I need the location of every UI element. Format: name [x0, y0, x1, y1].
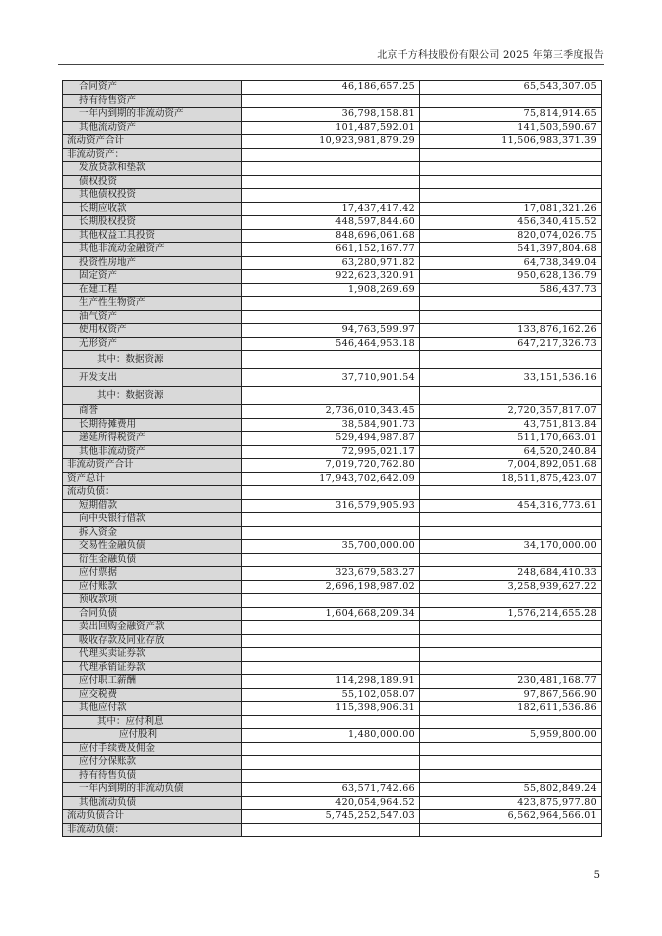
current-period-value — [242, 175, 420, 189]
current-period-value: 316,579,905.93 — [242, 499, 420, 513]
prior-period-value — [420, 94, 602, 108]
table-row — [63, 369, 602, 387]
current-period-value: 420,054,964.52 — [242, 796, 420, 810]
prior-period-value — [420, 310, 602, 324]
row-label: 非流动资产： — [63, 148, 242, 162]
table-row — [63, 202, 602, 216]
table-row — [63, 189, 602, 203]
row-label: 应付手续费及佣金 — [63, 742, 242, 756]
prior-period-value: 1,576,214,655.28 — [420, 607, 602, 621]
prior-period-value: 11,506,983,371.39 — [420, 135, 602, 149]
row-label: 其他流动负债 — [63, 796, 242, 810]
table-row — [63, 715, 602, 729]
row-label: 发放贷款和垫款 — [63, 162, 242, 176]
table-row — [63, 796, 602, 810]
table-row — [63, 175, 602, 189]
header-divider — [58, 64, 604, 65]
table-row — [63, 108, 602, 122]
prior-period-value — [420, 756, 602, 770]
prior-period-value: 75,814,914.65 — [420, 108, 602, 122]
row-label: 持有待售负债 — [63, 769, 242, 783]
current-period-value — [242, 310, 420, 324]
current-period-value — [242, 513, 420, 527]
table-row — [63, 540, 602, 554]
row-label: 使用权资产 — [63, 324, 242, 338]
table-row — [63, 742, 602, 756]
row-label: 应付分保账款 — [63, 756, 242, 770]
row-label: 流动负债： — [63, 486, 242, 500]
row-label: 合同负债 — [63, 607, 242, 621]
prior-period-value: 647,217,326.73 — [420, 337, 602, 351]
row-label: 长期股权投资 — [63, 216, 242, 230]
current-period-value — [242, 634, 420, 648]
prior-period-value: 456,340,415.52 — [420, 216, 602, 230]
current-period-value: 323,679,583.27 — [242, 567, 420, 581]
row-label: 其他应付款 — [63, 702, 242, 716]
table-row — [63, 756, 602, 770]
table-row — [63, 405, 602, 419]
prior-period-value: 34,170,000.00 — [420, 540, 602, 554]
table-row — [63, 283, 602, 297]
prior-period-value: 230,481,168.77 — [420, 675, 602, 689]
current-period-value: 10,923,981,879.29 — [242, 135, 420, 149]
row-label: 其他权益工具投资 — [63, 229, 242, 243]
row-label: 油气资产 — [63, 310, 242, 324]
current-period-value: 1,480,000.00 — [242, 729, 420, 743]
row-label: 应付票据 — [63, 567, 242, 581]
current-period-value — [242, 189, 420, 203]
table-row — [63, 661, 602, 675]
row-label: 预收款项 — [63, 594, 242, 608]
prior-period-value — [420, 715, 602, 729]
prior-period-value — [420, 823, 602, 837]
current-period-value: 101,487,592.01 — [242, 121, 420, 135]
prior-period-value: 7,004,892,051.68 — [420, 459, 602, 473]
prior-period-value: 950,628,136.79 — [420, 270, 602, 284]
prior-period-value — [420, 621, 602, 635]
table-row — [63, 675, 602, 689]
prior-period-value — [420, 486, 602, 500]
prior-period-value — [420, 661, 602, 675]
prior-period-value: 97,867,566.90 — [420, 688, 602, 702]
prior-period-value — [420, 553, 602, 567]
table-row — [63, 162, 602, 176]
current-period-value: 36,798,158.81 — [242, 108, 420, 122]
current-period-value — [242, 553, 420, 567]
row-label: 其他债权投资 — [63, 189, 242, 203]
current-period-value: 17,437,417.42 — [242, 202, 420, 216]
table-row — [63, 499, 602, 513]
prior-period-value: 64,520,240.84 — [420, 445, 602, 459]
current-period-value: 46,186,657.25 — [242, 81, 420, 95]
current-period-value: 922,623,320.91 — [242, 270, 420, 284]
row-label: 交易性金融负债 — [63, 540, 242, 554]
prior-period-value — [420, 162, 602, 176]
prior-period-value — [420, 387, 602, 405]
prior-period-value — [420, 594, 602, 608]
row-label: 其中：应付利息 — [63, 715, 242, 729]
table-row — [63, 607, 602, 621]
row-label: 长期应收款 — [63, 202, 242, 216]
balance-sheet-table — [62, 80, 602, 837]
prior-period-value — [420, 351, 602, 369]
row-label: 无形资产 — [63, 337, 242, 351]
table-row — [63, 769, 602, 783]
prior-period-value: 3,258,939,627.22 — [420, 580, 602, 594]
prior-period-value: 18,511,875,423.07 — [420, 472, 602, 486]
table-row — [63, 135, 602, 149]
table-row — [63, 229, 602, 243]
table-row — [63, 513, 602, 527]
table-row — [63, 526, 602, 540]
current-period-value: 63,571,742.66 — [242, 783, 420, 797]
table-row — [63, 486, 602, 500]
table-row — [63, 310, 602, 324]
current-period-value: 661,152,167.77 — [242, 243, 420, 257]
table-row — [63, 216, 602, 230]
current-period-value: 448,597,844.60 — [242, 216, 420, 230]
table-row — [63, 553, 602, 567]
current-period-value — [242, 526, 420, 540]
row-label: 其他非流动资产 — [63, 445, 242, 459]
prior-period-value — [420, 297, 602, 311]
prior-period-value: 541,397,804.68 — [420, 243, 602, 257]
prior-period-value: 586,437.73 — [420, 283, 602, 297]
table-row — [63, 297, 602, 311]
prior-period-value: 5,959,800.00 — [420, 729, 602, 743]
current-period-value — [242, 297, 420, 311]
current-period-value: 17,943,702,642.09 — [242, 472, 420, 486]
row-label: 应付账款 — [63, 580, 242, 594]
prior-period-value: 43,751,813.84 — [420, 418, 602, 432]
current-period-value: 2,736,010,343.45 — [242, 405, 420, 419]
current-period-value — [242, 661, 420, 675]
table-row — [63, 783, 602, 797]
table-row — [63, 580, 602, 594]
prior-period-value — [420, 526, 602, 540]
row-label: 投资性房地产 — [63, 256, 242, 270]
row-label: 商誉 — [63, 405, 242, 419]
page-number: 5 — [593, 870, 600, 881]
table-row — [63, 243, 602, 257]
row-label: 生产性生物资产 — [63, 297, 242, 311]
prior-period-value — [420, 148, 602, 162]
current-period-value — [242, 823, 420, 837]
table-row — [63, 148, 602, 162]
current-period-value: 7,019,720,762.80 — [242, 459, 420, 473]
current-period-value — [242, 486, 420, 500]
prior-period-value: 820,074,026.75 — [420, 229, 602, 243]
prior-period-value: 2,720,357,817.07 — [420, 405, 602, 419]
row-label: 拆入资金 — [63, 526, 242, 540]
row-label: 一年内到期的非流动负债 — [63, 783, 242, 797]
current-period-value — [242, 742, 420, 756]
table-row — [63, 324, 602, 338]
current-period-value — [242, 756, 420, 770]
table-row — [63, 823, 602, 837]
row-label: 向中央银行借款 — [63, 513, 242, 527]
row-label: 流动负债合计 — [63, 810, 242, 824]
table-row — [63, 432, 602, 446]
prior-period-value: 182,611,536.86 — [420, 702, 602, 716]
table-row — [63, 621, 602, 635]
row-label: 应付职工薪酬 — [63, 675, 242, 689]
prior-period-value: 423,875,977.80 — [420, 796, 602, 810]
row-label: 流动资产合计 — [63, 135, 242, 149]
table-row — [63, 702, 602, 716]
row-label: 开发支出 — [63, 369, 242, 387]
prior-period-value: 6,562,964,566.01 — [420, 810, 602, 824]
current-period-value: 546,464,953.18 — [242, 337, 420, 351]
current-period-value: 114,298,189.91 — [242, 675, 420, 689]
row-label: 递延所得税资产 — [63, 432, 242, 446]
current-period-value — [242, 621, 420, 635]
row-label: 一年内到期的非流动资产 — [63, 108, 242, 122]
table-row — [63, 472, 602, 486]
row-label: 在建工程 — [63, 283, 242, 297]
prior-period-value: 17,081,321.26 — [420, 202, 602, 216]
table-row — [63, 810, 602, 824]
row-label: 代理买卖证券款 — [63, 648, 242, 662]
prior-period-value — [420, 513, 602, 527]
report-header: 北京千方科技股份有限公司 2025 年第三季度报告 — [377, 50, 604, 61]
row-label: 其中：数据资源 — [63, 387, 242, 405]
row-label: 非流动资产合计 — [63, 459, 242, 473]
table-row — [63, 634, 602, 648]
table-row — [63, 256, 602, 270]
current-period-value — [242, 594, 420, 608]
row-label: 债权投资 — [63, 175, 242, 189]
row-label: 非流动负债： — [63, 823, 242, 837]
prior-period-value: 454,316,773.61 — [420, 499, 602, 513]
current-period-value: 37,710,901.54 — [242, 369, 420, 387]
current-period-value: 55,102,058.07 — [242, 688, 420, 702]
prior-period-value: 64,738,349.04 — [420, 256, 602, 270]
prior-period-value — [420, 175, 602, 189]
current-period-value — [242, 648, 420, 662]
current-period-value — [242, 162, 420, 176]
prior-period-value — [420, 189, 602, 203]
table-row — [63, 594, 602, 608]
row-label: 短期借款 — [63, 499, 242, 513]
current-period-value: 529,494,987.87 — [242, 432, 420, 446]
row-label: 应交税费 — [63, 688, 242, 702]
current-period-value — [242, 148, 420, 162]
current-period-value: 72,995,021.17 — [242, 445, 420, 459]
table-row — [63, 270, 602, 284]
table-row — [63, 387, 602, 405]
row-label: 衍生金融负债 — [63, 553, 242, 567]
row-label: 合同资产 — [63, 81, 242, 95]
row-label: 吸收存款及同业存放 — [63, 634, 242, 648]
prior-period-value: 33,151,536.16 — [420, 369, 602, 387]
table-row — [63, 351, 602, 369]
current-period-value: 115,398,906.31 — [242, 702, 420, 716]
current-period-value: 5,745,252,547.03 — [242, 810, 420, 824]
prior-period-value — [420, 634, 602, 648]
row-label: 其他非流动金融资产 — [63, 243, 242, 257]
prior-period-value — [420, 769, 602, 783]
row-label: 持有待售资产 — [63, 94, 242, 108]
prior-period-value: 55,802,849.24 — [420, 783, 602, 797]
current-period-value — [242, 387, 420, 405]
table-row — [63, 648, 602, 662]
table-row — [63, 459, 602, 473]
prior-period-value: 248,684,410.33 — [420, 567, 602, 581]
row-label: 固定资产 — [63, 270, 242, 284]
table-row — [63, 121, 602, 135]
current-period-value — [242, 351, 420, 369]
row-label: 卖出回购金融资产款 — [63, 621, 242, 635]
prior-period-value: 141,503,590.67 — [420, 121, 602, 135]
current-period-value: 1,604,668,209.34 — [242, 607, 420, 621]
table-row — [63, 94, 602, 108]
current-period-value: 63,280,971.82 — [242, 256, 420, 270]
row-label: 应付股利 — [63, 729, 242, 743]
current-period-value: 1,908,269.69 — [242, 283, 420, 297]
current-period-value — [242, 769, 420, 783]
current-period-value — [242, 715, 420, 729]
row-label: 资产总计 — [63, 472, 242, 486]
table-row — [63, 688, 602, 702]
table-row — [63, 445, 602, 459]
prior-period-value — [420, 742, 602, 756]
table-row — [63, 418, 602, 432]
current-period-value: 38,584,901.73 — [242, 418, 420, 432]
table-row — [63, 337, 602, 351]
table-row — [63, 729, 602, 743]
prior-period-value: 133,876,162.26 — [420, 324, 602, 338]
current-period-value — [242, 94, 420, 108]
row-label: 长期待摊费用 — [63, 418, 242, 432]
current-period-value: 848,696,061.68 — [242, 229, 420, 243]
prior-period-value: 511,170,663.01 — [420, 432, 602, 446]
balance-sheet-body — [63, 81, 602, 837]
table-row — [63, 567, 602, 581]
prior-period-value: 65,543,307.05 — [420, 81, 602, 95]
current-period-value: 35,700,000.00 — [242, 540, 420, 554]
row-label: 其中：数据资源 — [63, 351, 242, 369]
current-period-value: 94,763,599.97 — [242, 324, 420, 338]
prior-period-value — [420, 648, 602, 662]
row-label: 其他流动资产 — [63, 121, 242, 135]
current-period-value: 2,696,198,987.02 — [242, 580, 420, 594]
table-row — [63, 81, 602, 95]
row-label: 代理承销证券款 — [63, 661, 242, 675]
